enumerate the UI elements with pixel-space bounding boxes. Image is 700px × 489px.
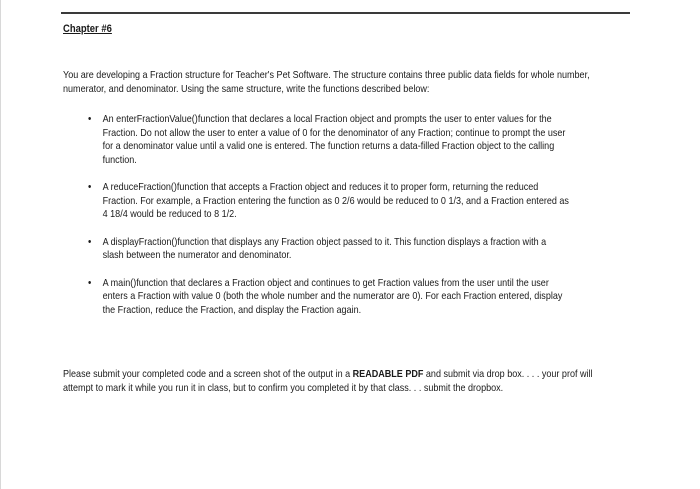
intro-paragraph: You are developing a Fraction structure for Teacher's Pet Software. The structure contains three public data fields for whole number, numerator, and denominator. Using the same structure, write the functions described below:	[63, 69, 590, 95]
closing-text-start: Please submit your completed code and a screen shot of the output in a	[63, 368, 353, 380]
requirements-list	[88, 113, 570, 331]
readable-pdf-emphasis: READABLE PDF	[352, 368, 424, 380]
bullet-icon: •	[88, 276, 92, 289]
bullet-icon: •	[88, 181, 92, 193]
list-item-text: A reduceFraction()function that accepts a Fraction object and reduces it to proper form, returning the reduced Fraction. For example, a Fraction entering the function as 0 2/6 would be reduced to 0 1/3, and a Fraction entered as 4 18/4 would be reduced to 8 1/2.	[102, 181, 569, 220]
list-item-text: A displayFraction()function that displays any Fraction object passed to it. This function displays a fraction with a slash between the numerator and denominator.	[102, 235, 547, 261]
list-item	[88, 181, 570, 222]
chapter-heading: Chapter #6	[63, 23, 112, 35]
list-item-text: A main()function that declares a Fraction object and continues to get Fraction values from the user until the user enters a Fraction with value 0 (both the whole number and the numerator are 0). For each Fraction entered, display the Fraction, reduce the Fraction, and display the Fraction again.	[102, 276, 563, 316]
closing-text-end: and submit via drop box. . . . your prof will attempt to mark it while you run it in class, but to confirm you completed it by that class. . . submit the dropbox.	[63, 368, 593, 394]
list-item	[88, 236, 570, 263]
list-item	[88, 277, 570, 318]
top-rule	[61, 12, 630, 14]
bullet-icon: •	[88, 235, 92, 248]
bullet-icon: •	[88, 113, 92, 125]
closing-paragraph	[63, 368, 605, 395]
list-item-text: An enterFractionValue()function that declares a local Fraction object and prompts the user to enter values for the Fraction. Do not allow the user to enter a value of 0 for the denominator of any Fraction; continue to prompt the user for a denominator value until a valid one is entered. The function returns a data-filled Fraction object to the calling function.	[102, 113, 566, 166]
list-item	[88, 113, 570, 167]
